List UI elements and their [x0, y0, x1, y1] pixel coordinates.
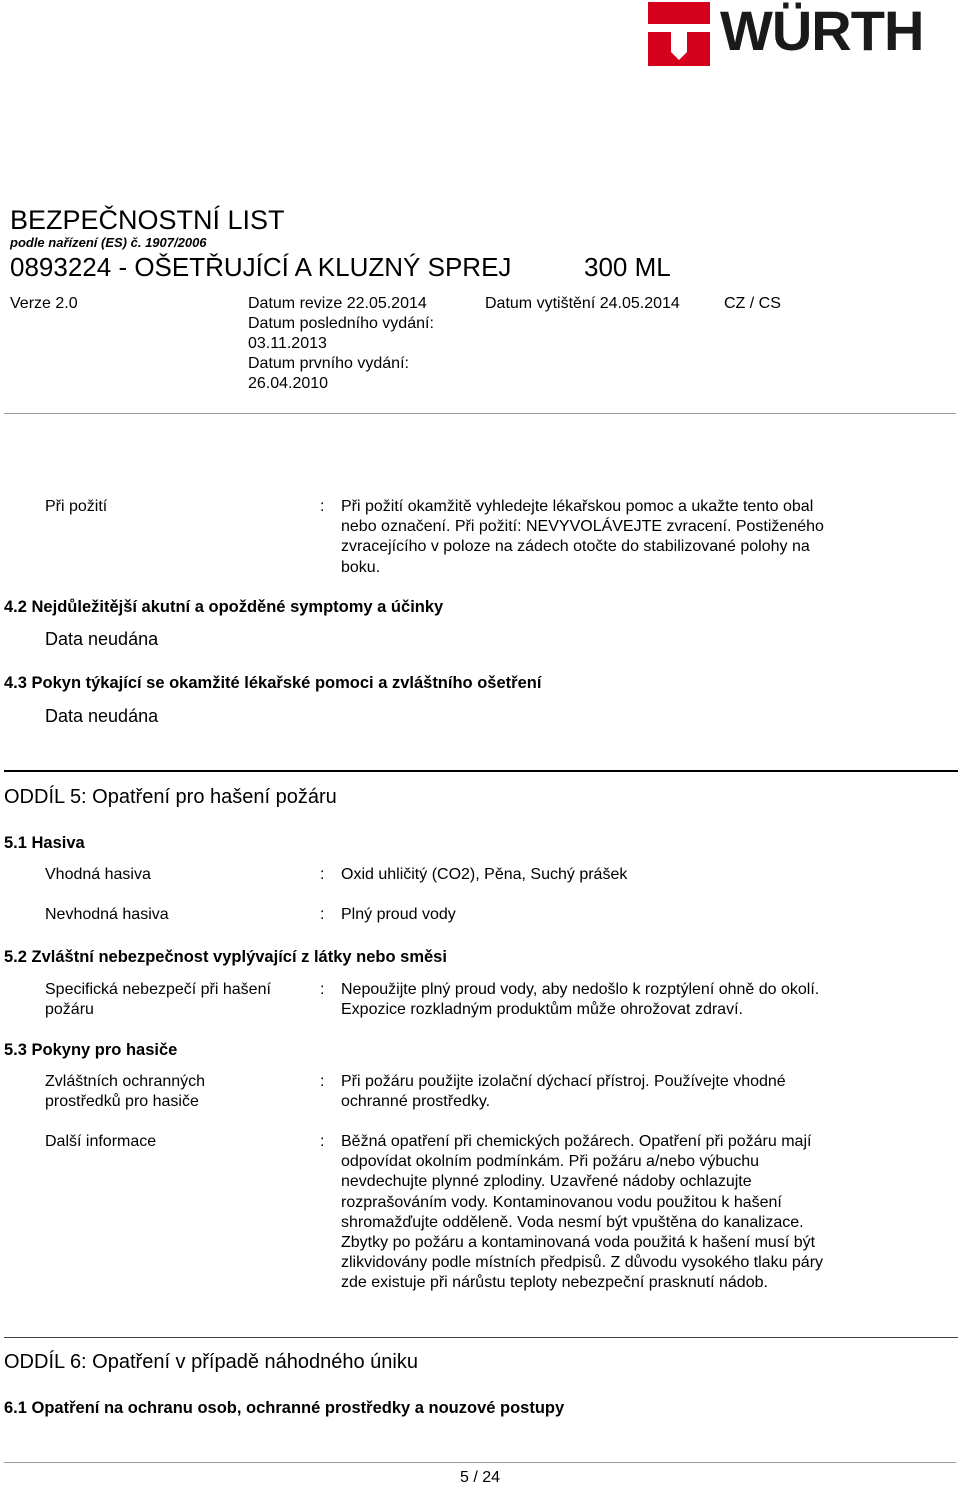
section-6-divider: [4, 1337, 958, 1338]
suitable-media-colon: :: [320, 866, 325, 883]
ingestion-line: boku.: [341, 558, 381, 576]
further-info-line: zlikvidovány podle místních předpisů. Z důvodu vysokého tlaku páry: [341, 1254, 824, 1272]
specific-hazards-label-line: Specifická nebezpečí při hašení: [45, 981, 271, 998]
further-info-label: Další informace: [45, 1133, 157, 1150]
section-5-title: ODDÍL 5: Opatření pro hašení požáru: [4, 786, 337, 808]
specific-hazards-line: Expozice rozkladným produktům může ohrožovat zdraví.: [341, 1001, 743, 1019]
document-title: BEZPEČNOSTNÍ LIST: [10, 205, 285, 235]
further-info-value: [341, 1132, 901, 1294]
further-info-line: Běžná opatření při chemických požárech. Opatření při požáru mají: [341, 1133, 812, 1150]
revision-date: Datum revize 22.05.2014: [248, 295, 427, 312]
specific-hazards-colon: :: [320, 981, 325, 998]
ingestion-line: zvracejícího v poloze na zádech otočte do stabilizované polohy na: [341, 538, 810, 556]
specific-hazards-line: Nepoužijte plný proud vody, aby nedošlo k rozptýlení ohně do okolí.: [341, 981, 820, 998]
regulation-reference: podle nařízení (ES) č. 1907/2006: [10, 235, 207, 250]
footer-divider: [4, 1462, 956, 1463]
brand-wordmark: WÜRTH: [720, 0, 924, 62]
ingestion-colon: :: [320, 498, 325, 515]
text-4-3: Data neudána: [45, 706, 159, 726]
ingestion-label: Při požití: [45, 498, 108, 515]
last-issue-label: Datum posledního vydání:: [248, 315, 434, 332]
unsuitable-media-value: Plný proud vody: [341, 906, 456, 923]
heading-4-3: 4.3 Pokyn týkající se okamžité lékařské pomoci a zvláštního ošetření: [4, 674, 542, 692]
protective-equipment-colon: :: [320, 1073, 325, 1090]
heading-5-3: 5.3 Pokyny pro hasiče: [4, 1041, 178, 1059]
specific-hazards-label-line: požáru: [45, 1001, 94, 1019]
further-info-line: nevdechujte plynné zplodiny. Uzavřené nádoby ochlazujte: [341, 1173, 752, 1191]
heading-5-1: 5.1 Hasiva: [4, 834, 85, 852]
further-info-line: zde existuje při nárůstu teploty nebezpeční prasknutí nádob.: [341, 1274, 768, 1292]
product-size: 300 ML: [584, 252, 671, 282]
ingestion-line: Při požití okamžitě vyhledejte lékařskou pomoc a ukažte tento obal: [341, 498, 814, 515]
further-info-line: shromažďujte odděleně. Voda nesmí být vpuštěna do kanalizace.: [341, 1213, 804, 1231]
version: Verze 2.0: [10, 295, 78, 312]
product-name: 0893224 - OŠETŘUJÍCÍ A KLUZNÝ SPREJ: [10, 252, 512, 282]
last-issue-date: 03.11.2013: [248, 335, 327, 352]
specific-hazards-label: [45, 980, 305, 1020]
specific-hazards-value: [341, 980, 901, 1020]
heading-5-2: 5.2 Zvláštní nebezpečnost vyplývající z látky nebo směsi: [4, 948, 447, 966]
suitable-media-value: Oxid uhličitý (CO2), Pěna, Suchý prášek: [341, 866, 628, 883]
protective-equipment-label-line: Zvláštních ochranných: [45, 1073, 206, 1090]
first-issue-label: Datum prvního vydání:: [248, 355, 409, 372]
protective-equipment-line: Při požáru použijte izolační dýchací přístroj. Používejte vhodné: [341, 1073, 786, 1090]
print-date: Datum vytištění 24.05.2014: [485, 295, 680, 312]
ingestion-line: nebo označení. Při požití: NEVYVOLÁVEJTE zvracení. Postiženého: [341, 518, 824, 536]
further-info-line: odpovídat okolním podmínkám. Při požáru a/nebo výbuchu: [341, 1153, 760, 1171]
text-4-2: Data neudána: [45, 629, 159, 649]
first-issue-date: 26.04.2010: [248, 375, 329, 392]
further-info-line: Zbytky po požáru a kontaminovaná voda použitá k hašení musí být: [341, 1234, 816, 1252]
protective-equipment-label-line: prostředků pro hasiče: [45, 1093, 199, 1111]
ingestion-value: [341, 497, 901, 578]
further-info-line: rozprašováním vody. Kontaminovanou vodu použitou k hašení: [341, 1193, 782, 1211]
unsuitable-media-colon: :: [320, 906, 325, 923]
section-6-title: ODDÍL 6: Opatření v případě náhodného úniku: [4, 1351, 418, 1373]
language-code: CZ / CS: [724, 295, 781, 312]
section-5-divider: [4, 770, 958, 772]
header-divider: [4, 413, 956, 414]
further-info-colon: :: [320, 1133, 325, 1150]
heading-6-1: 6.1 Opatření na ochranu osob, ochranné prostředky a nouzové postupy: [4, 1399, 565, 1417]
heading-4-2: 4.2 Nejdůležitější akutní a opožděné symptomy a účinky: [4, 598, 444, 616]
unsuitable-media-label: Nevhodná hasiva: [45, 906, 169, 923]
protective-equipment-line: ochranné prostředky.: [341, 1093, 491, 1111]
protective-equipment-label: [45, 1072, 305, 1112]
page-number: 5 / 24: [459, 1469, 501, 1486]
protective-equipment-value: [341, 1072, 901, 1112]
suitable-media-label: Vhodná hasiva: [45, 866, 151, 883]
